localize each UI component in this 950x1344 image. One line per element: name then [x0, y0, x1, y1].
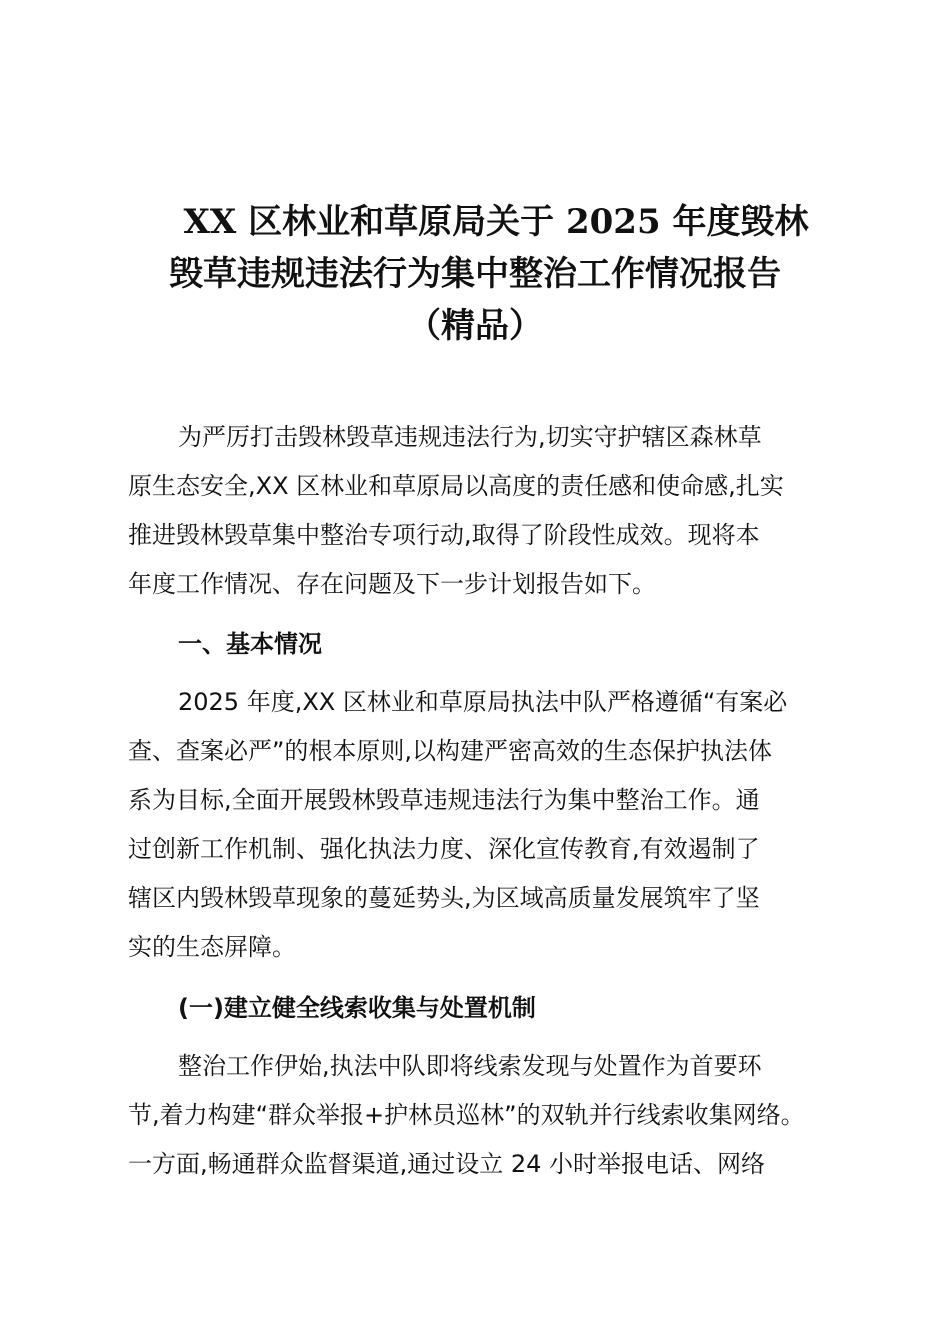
paragraph-line: 一方面,畅通群众监督渠道,通过设立 24 小时举报电话、网络 — [128, 1150, 766, 1178]
subsection-heading-clue-mechanism: (一)建立健全线索收集与处置机制 — [178, 994, 536, 1022]
paragraph-line: 辖区内毁林毁草现象的蔓延势头,为区域高质量发展筑牢了坚 — [128, 884, 760, 912]
intro-paragraph — [128, 413, 828, 609]
paragraph-line: 过创新工作机制、强化执法力度、深化宣传教育,有效遏制了 — [128, 835, 760, 863]
document-title — [128, 196, 822, 352]
paragraph-line: 年度工作情况、存在问题及下一步计划报告如下。 — [128, 570, 656, 598]
paragraph-line: 查、查案必严”的根本原则,以构建严密高效的生态保护执法体 — [128, 737, 773, 765]
paragraph-line: 推进毁林毁草集中整治专项行动,取得了阶段性成效。现将本 — [128, 521, 760, 549]
clue-mechanism-paragraph — [128, 1042, 828, 1189]
paragraph-line: 系为目标,全面开展毁林毁草违规违法行为集中整治工作。通 — [128, 786, 760, 814]
title-line: XX 区林业和草原局关于 2025 年度毁林 — [183, 202, 809, 242]
paragraph-line: 整治工作伊始,执法中队即将线索发现与处置作为首要环 — [178, 1052, 762, 1080]
title-line: 毁草违规违法行为集中整治工作情况报告 — [169, 254, 781, 294]
paragraph-line: 为严厉打击毁林毁草违规违法行为,切实守护辖区森林草 — [178, 423, 762, 451]
paragraph-line: 原生态安全,XX 区林业和草原局以高度的责任感和使命感,扎实 — [128, 472, 784, 500]
section-heading-basic: 一、基本情况 — [178, 630, 322, 658]
paragraph-line: 实的生态屏障。 — [128, 933, 296, 961]
paragraph-line: 节,着力构建“群众举报+护林员巡林”的双轨并行线索收集网络。 — [128, 1101, 805, 1129]
paragraph-line: 2025 年度,XX 区林业和草原局执法中队严格遵循“有案必 — [178, 688, 788, 716]
basic-situation-paragraph — [128, 678, 828, 972]
title-line: （精品） — [407, 306, 543, 346]
